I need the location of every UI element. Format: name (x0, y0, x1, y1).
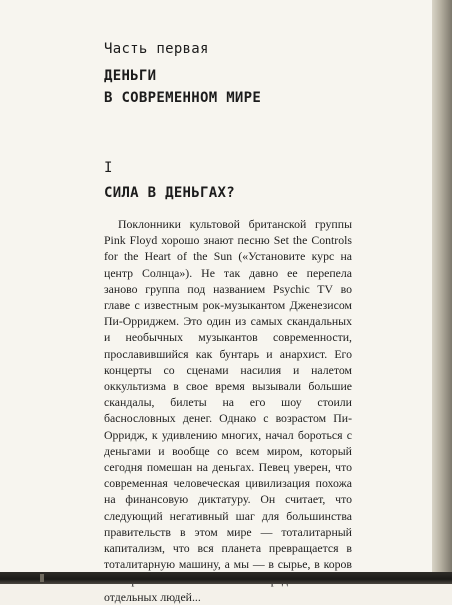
book-spine-shadow (432, 0, 452, 572)
page-bottom-edge (0, 572, 452, 584)
chapter-title: СИЛА В ДЕНЬГАХ? (104, 185, 235, 201)
edge-glint (40, 574, 44, 582)
part-title-line-1: ДЕНЬГИ (104, 68, 157, 84)
body-paragraph: Поклонники культовой британской группы Pink Floyd хорошо знают песню Set the Controls for the Heart of the Sun («Установите курс на центр Солнца»). Не так давно ее перепела заново группа под названием Psychic TV во главе с известным рок-музыкантом Дженезисом Пи-Орриджем. Это один из самых скандальных и необычных музыкантов современности, прославившийся как бунтарь и анархист. Его концерты со сценами насилия и налетом оккультизма в свое время вызывали большие скандалы, билеты на его шоу стоили баснословных денег. Однако с возрастом Пи-Орридж, к удивлению многих, начал бороться с деньгами и вообще со всем миром, который сегодня помешан на деньгах. Певец уверен, что современная человеческая цивилизация похожа на финансовую диктатуру. Он считает, что следующий негативный шаг для большинства правительств в этом мире — тоталитарный капитализм, что вся планета превращается в тоталитарную машину, а мы — в сырье, в коров отдельных людей... (104, 217, 352, 604)
chapter-number: I (104, 160, 113, 176)
part-label: Часть первая (104, 41, 209, 57)
part-title (104, 65, 261, 109)
part-title-line-2: В СОВРЕМЕННОМ МИРЕ (104, 90, 262, 106)
